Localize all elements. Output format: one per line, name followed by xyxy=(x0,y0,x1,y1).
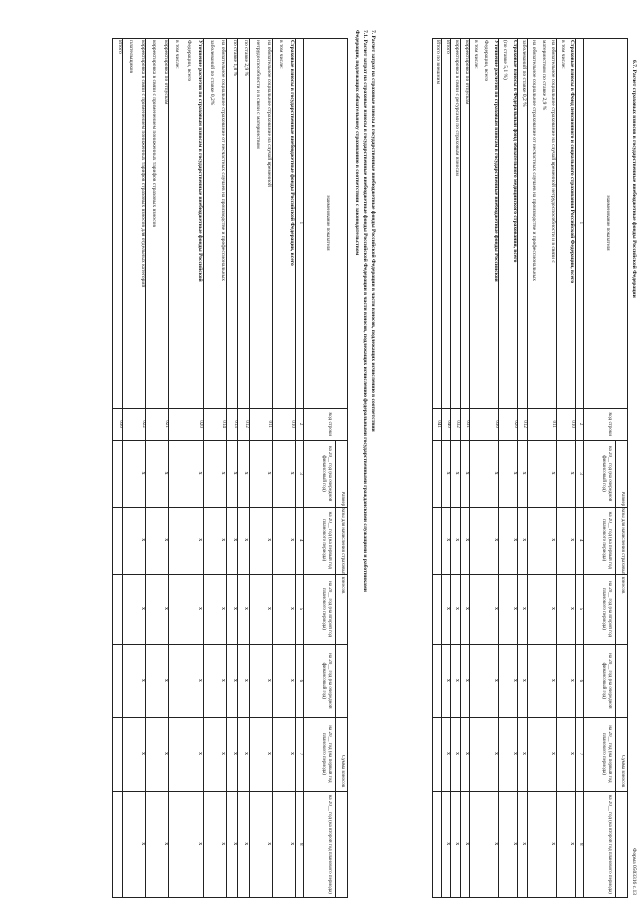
sec7-head-col7: на 20__ год (на первый год планового периода) xyxy=(321,725,332,783)
sec6-colnum: 1 xyxy=(578,221,583,225)
sec7-col-line xyxy=(112,440,348,441)
sec7-cross-mark: x xyxy=(289,678,296,682)
sec6-row-name: Итого xyxy=(444,40,451,54)
sec6-cross-mark: x xyxy=(521,678,528,682)
sec7-cross-mark: x xyxy=(197,751,204,755)
sec7-row-name: Уточнение расчетов по страховым взносам в государственные внебюджетные фонды Российской xyxy=(197,40,204,282)
sec7-cross-mark: x xyxy=(289,751,296,755)
sec6-cross-mark: x xyxy=(550,607,557,611)
sec7-colnum: 2 xyxy=(298,422,303,426)
sec6-row-code: 031 xyxy=(464,420,470,428)
sec7-cross-mark: x xyxy=(232,607,238,611)
sec6-row-code: 020 xyxy=(512,420,518,428)
sec6-cross-mark: x xyxy=(511,471,518,475)
sec6-head-col8: на 20__ год (на второй год планового периода) xyxy=(607,794,612,894)
sec7-head-line xyxy=(303,38,304,898)
sec6-colnum: 2 xyxy=(578,422,583,426)
sec6-cross-mark: x xyxy=(444,471,451,475)
sec6-cross-mark: x xyxy=(492,678,499,682)
sec6-row-name: на обязательное социальное страхование от несчастных случаев на производстве и профессиональных xyxy=(531,40,538,282)
sec6-cross-mark: x xyxy=(492,538,499,542)
sec6-cross-mark: x xyxy=(521,842,528,846)
sec6-cross-mark: x xyxy=(454,751,461,755)
sec7-row-name: корректировка в связи с применением пониженных тарифов страховых взносов для отдельных категорий xyxy=(140,40,146,288)
sec7-cross-mark: x xyxy=(289,842,296,846)
sec6-col-line xyxy=(432,507,628,508)
section-7-1-title: 7.1. Расчет затрат на страховые взносы в государственные внебюджетные фонды Российской Федерации в части взносов, подлежащих исчислению федеральными государственными гражданскими служащими и работниками xyxy=(362,30,368,592)
sec7-cross-mark: x xyxy=(243,678,250,682)
sec6-row-name: корректировка в связи с ресурсами по страховым взносам xyxy=(454,40,461,176)
sec6-cross-mark: x xyxy=(511,678,518,682)
sec6-row-name: заболеваний по ставке 0,2 % xyxy=(521,40,528,107)
sec6-row-name: Страховые взносы в Фонд пенсионного и социального страхования Российской Федерации, всего xyxy=(569,40,576,284)
sec6-row-code: 041 xyxy=(436,420,442,428)
sec7-cross-mark: x xyxy=(266,538,273,542)
sec6-row-name: Страховые взносы в Федеральный фонд обязательного медицинского страхования, всего xyxy=(511,40,518,263)
sec6-group-line xyxy=(615,440,616,898)
sec6-cross-mark: x xyxy=(463,842,470,846)
sec7-cross-mark: x xyxy=(266,678,273,682)
sec6-cross-mark: x xyxy=(550,538,557,542)
sec7-cross-mark: x xyxy=(163,751,169,755)
sec6-cross-mark: x xyxy=(463,678,470,682)
sec7-cross-mark: x xyxy=(220,678,227,682)
sec7-cross-mark: x xyxy=(289,607,296,611)
sec7-row-code: 022 xyxy=(141,420,146,428)
sec6-cross-mark: x xyxy=(444,842,451,846)
sec6-colnum: 5 xyxy=(578,607,583,611)
sec6-colnum: 3 xyxy=(578,472,583,475)
sec6-cross-mark: x xyxy=(550,471,557,475)
sec7-head-col6: на 20__ год (на очередной финансовый год) xyxy=(321,653,332,709)
sec6-col-line xyxy=(432,644,628,645)
sec6-col-line xyxy=(432,791,628,792)
sec7-cross-mark: x xyxy=(163,842,169,846)
sec6-cross-mark: x xyxy=(550,842,557,846)
sec6-cross-mark: x xyxy=(511,607,518,611)
sec6-cross-mark: x xyxy=(521,607,528,611)
sec7-row-name: на обязательное социальное страхование от несчастных случаев на производстве и профессиональных xyxy=(220,40,227,282)
sec6-colnum: 4 xyxy=(578,538,583,542)
sec6-head-code: Код строки xyxy=(607,412,612,437)
sec6-col-line xyxy=(432,440,628,441)
sec7-cross-mark: x xyxy=(266,471,273,475)
sec7-colnum: 8 xyxy=(298,843,303,846)
sec6-row-name: Итого по внешним xyxy=(435,40,442,84)
section-7-1-subtitle: Федерации, подлежащих обязательному страхованию в соответствии с законодательством xyxy=(354,30,360,256)
sec7-row-name: в том числе: xyxy=(278,40,284,69)
sec7-cross-mark: x xyxy=(163,538,169,542)
sec7-cross-mark: x xyxy=(243,607,250,611)
sec7-colnum: 5 xyxy=(298,607,303,611)
sec7-frame xyxy=(112,38,348,898)
sec7-cross-mark: x xyxy=(243,751,250,755)
sec7-cross-mark: x xyxy=(232,751,238,755)
sec6-cross-mark: x xyxy=(511,751,518,755)
sec7-cross-mark: x xyxy=(289,471,296,475)
sec7-row-code: 030 xyxy=(118,420,123,428)
sec7-cross-mark: x xyxy=(266,607,273,611)
sec6-cross-mark: x xyxy=(569,751,576,755)
sec7-cross-mark: x xyxy=(220,751,227,755)
sec6-cross-mark: x xyxy=(454,678,461,682)
sec6-cross-mark: x xyxy=(463,538,470,542)
sec7-row-code: 011 xyxy=(267,420,273,428)
section-6-7-title: 6.7. Расчет страховых взносов в государственные внебюджетные фонды Российской Федерации xyxy=(631,60,637,298)
sec6-row-code: 032 xyxy=(455,420,461,428)
sec7-row-name: Итого xyxy=(117,40,123,54)
sec7-col-line xyxy=(112,574,348,575)
sec6-row-name: (по ставке 5,1 %) xyxy=(502,40,509,80)
sec6-head-col3: на 20__ год (на очередной финансовый год) xyxy=(601,445,612,502)
sec7-cross-mark: x xyxy=(243,842,250,846)
sec7-col-line xyxy=(112,791,348,792)
sec6-cross-mark: x xyxy=(521,538,528,542)
sec7-row-name: по ставке 2,9 % xyxy=(243,40,250,77)
sec7-cross-mark: x xyxy=(163,678,169,682)
sec6-head-base-group: Размер базы для начисления страховых взносов xyxy=(620,491,625,594)
sec7-head-col3: на 20__ год (на очередной финансовый год) xyxy=(321,445,332,502)
sec7-head-base-group: Размер базы для начисления страховых взносов xyxy=(340,491,345,594)
sec6-cross-mark: x xyxy=(454,842,461,846)
sec6-row-code: 010 xyxy=(570,420,576,428)
sec7-cross-mark: x xyxy=(266,751,273,755)
sec6-colnum: 6 xyxy=(578,679,583,683)
sec7-colnum: 7 xyxy=(298,752,303,756)
sec6-cross-mark: x xyxy=(569,678,576,682)
sec6-cross-mark: x xyxy=(444,751,451,755)
sec6-head-col6: на 20__ год (на очередной финансовый год) xyxy=(601,653,612,709)
sec7-cross-mark: x xyxy=(197,471,204,475)
sec6-cross-mark: x xyxy=(492,471,499,475)
sec7-col-line xyxy=(112,644,348,645)
sec6-head-name: Наименование показателя xyxy=(605,195,610,251)
sec7-row-name: Страховые взносы в государственные внебюджетные фонды Российской Федерации, всего xyxy=(289,40,296,266)
sec6-row-name: материнством по ставке 2,9 % xyxy=(540,40,547,111)
sec7-row-name: корректировка по отпускам xyxy=(163,40,169,105)
sec7-cross-mark: x xyxy=(243,471,250,475)
sec7-head-col4: на 20__ год (на первый год планового периода) xyxy=(321,511,332,569)
sec7-row-name: Федерации, всего xyxy=(186,40,192,82)
sec6-head-col4: на 20__ год (на первый год планового периода) xyxy=(601,511,612,569)
sec7-cross-mark: x xyxy=(140,842,146,846)
sec6-colnum: 7 xyxy=(578,752,583,756)
sec6-row-name: на обязательное социальное страхование на случай временной нетрудоспособности и в связи с xyxy=(550,40,557,263)
sec7-cross-mark: x xyxy=(140,538,146,542)
sec7-cross-mark: x xyxy=(140,471,146,475)
sec6-cross-mark: x xyxy=(521,471,528,475)
sec6-row-name: в том числе: xyxy=(559,40,566,69)
sec6-row-name: корректировка по отпускам xyxy=(463,40,470,105)
sec6-col-line xyxy=(432,574,628,575)
sec6-row-name: в том числе: xyxy=(473,40,480,69)
sec6-row-name: Федерации, всего xyxy=(483,40,490,82)
sec7-cross-mark: x xyxy=(197,538,204,542)
sec6-row-name: Уточнение расчетов по страховым взносам в государственные внебюджетные фонды Российской xyxy=(492,40,499,282)
sec7-row-code: 014 xyxy=(221,420,227,428)
sec6-cross-mark: x xyxy=(550,678,557,682)
sec7-col-line xyxy=(112,507,348,508)
sec6-cross-mark: x xyxy=(492,751,499,755)
sec6-col-line xyxy=(432,408,628,409)
sec7-colnum: 3 xyxy=(298,472,303,475)
sec7-row-code: 012 xyxy=(244,420,250,428)
sec7-cross-mark: x xyxy=(232,678,238,682)
sec7-head-sum-group: Сумма взносов xyxy=(340,755,345,788)
sec7-colnum: 6 xyxy=(298,679,303,683)
sec7-cross-mark: x xyxy=(220,842,227,846)
sec7-row-name: плательщиков xyxy=(128,40,135,74)
sec7-cross-mark: x xyxy=(266,842,273,846)
sec7-head-code: Код строки xyxy=(327,412,332,437)
sec7-row-name: заболеваний по ставке 0,2% xyxy=(209,40,215,106)
section-7-title: 7. Расчет затрат на страховые взносы в государственные внебюджетные фонды Российской Федерации в части взносов, подлежащих исчислению в соответствии xyxy=(370,30,376,432)
form-code: Форма 0503316 с.13 xyxy=(631,848,637,895)
sec6-cross-mark: x xyxy=(511,538,518,542)
sec7-cross-mark: x xyxy=(163,471,169,475)
sec6-cross-mark: x xyxy=(492,607,499,611)
sec6-cross-mark: x xyxy=(569,538,576,542)
sec7-cross-mark: x xyxy=(197,842,204,846)
sec7-cross-mark: x xyxy=(197,678,204,682)
sec6-cross-mark: x xyxy=(511,842,518,846)
sec6-cross-mark: x xyxy=(463,607,470,611)
sec6-head-sum-group: Сумма взносов xyxy=(620,755,625,788)
sec6-row-code: 012 xyxy=(522,420,528,428)
sec6-cross-mark: x xyxy=(454,538,461,542)
sec7-col-line xyxy=(112,408,348,409)
sec7-row-code: 021 xyxy=(164,420,169,428)
sec7-group-line xyxy=(335,440,336,898)
sec6-cross-mark: x xyxy=(444,538,451,542)
sec6-cross-mark: x xyxy=(550,751,557,755)
sec6-cross-mark: x xyxy=(444,607,451,611)
sec7-head-col8: на 20__ год (на второй год планового периода) xyxy=(327,794,332,894)
sec6-cross-mark: x xyxy=(454,607,461,611)
sec6-cross-mark: x xyxy=(569,607,576,611)
sec7-row-code: 013 xyxy=(233,420,238,428)
sec7-cross-mark: x xyxy=(232,471,238,475)
sec7-col-line xyxy=(112,717,348,718)
sec6-cross-mark: x xyxy=(569,842,576,846)
sec7-cross-mark: x xyxy=(140,607,146,611)
sec7-row-name: корректировка в связи с применением пониженных тарифов страховых взносов xyxy=(151,40,158,227)
sec7-cross-mark: x xyxy=(163,607,169,611)
sec6-cross-mark: x xyxy=(492,842,499,846)
sec6-cross-mark: x xyxy=(521,751,528,755)
sec7-row-name: на обязательное социальное страхование на случай временной xyxy=(266,40,273,187)
sec7-row-name: нетрудоспособности и в связи с материнством xyxy=(255,40,261,149)
sec7-row-name: в том числе: xyxy=(174,40,181,69)
sec6-head-col5: на 20__ год (на второй год планового периода) xyxy=(601,581,612,637)
sec7-cross-mark: x xyxy=(232,538,238,542)
sec7-cross-mark: x xyxy=(289,538,296,542)
sec6-cross-mark: x xyxy=(454,471,461,475)
sec7-colnum: 4 xyxy=(298,538,303,542)
sec6-cross-mark: x xyxy=(444,678,451,682)
sec6-row-code: 040 xyxy=(445,420,451,428)
sec7-colnum: 1 xyxy=(298,221,303,225)
sec6-colnum: 8 xyxy=(578,843,583,846)
sec6-row-code: 011 xyxy=(551,420,557,428)
sec7-cross-mark: x xyxy=(220,607,227,611)
sec7-row-code: 020 xyxy=(198,420,204,428)
sec6-head-col7: на 20__ год (на первый год планового периода) xyxy=(601,725,612,783)
sec6-cross-mark: x xyxy=(463,751,470,755)
sec7-cross-mark: x xyxy=(140,751,146,755)
sec7-head-name: Наименование показателя xyxy=(325,195,330,251)
sec7-cross-mark: x xyxy=(140,678,146,682)
sec7-row-code: 010 xyxy=(290,420,296,428)
sec7-cross-mark: x xyxy=(197,607,204,611)
sec6-cross-mark: x xyxy=(569,471,576,475)
sec6-head-line xyxy=(583,38,584,898)
sec6-col-line xyxy=(432,717,628,718)
sec7-cross-mark: x xyxy=(220,538,227,542)
sec7-cross-mark: x xyxy=(243,538,250,542)
sec6-cross-mark: x xyxy=(463,471,470,475)
sec7-cross-mark: x xyxy=(232,842,238,846)
sec7-row-name: по ставке 1,8 % xyxy=(232,40,238,77)
sec7-head-col5: на 20__ год (на второй год планового периода) xyxy=(321,581,332,637)
sec6-row-code: 030 xyxy=(493,420,499,428)
sec7-cross-mark: x xyxy=(220,471,227,475)
